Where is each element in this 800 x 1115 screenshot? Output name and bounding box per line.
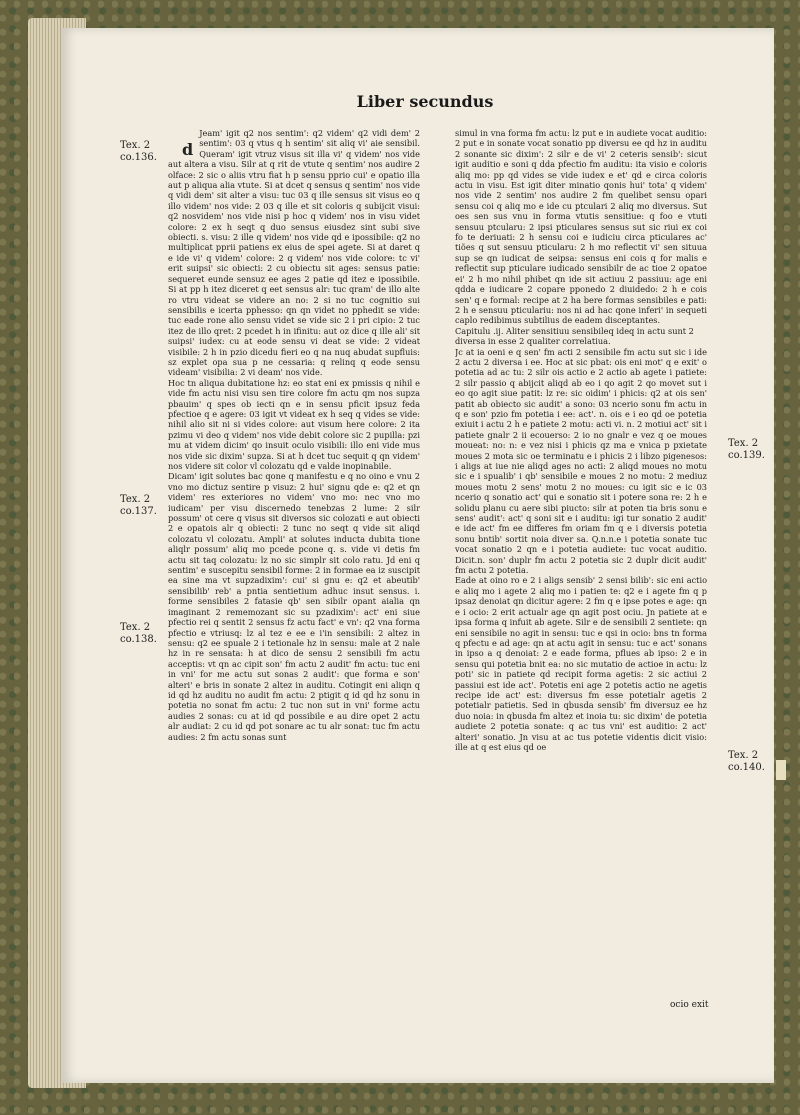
margin-note-text: co.137.	[120, 506, 157, 517]
margin-note	[120, 622, 157, 646]
right-text-column	[455, 128, 707, 998]
margin-note	[728, 750, 765, 774]
margin-note	[120, 494, 157, 518]
paragraph: simul in vna forma fm actu: lz put e in audiete vocat auditio: 2 put e in sonate vocat sonatio pp diversu ee qd hz in auditu 2 sonante sic dixim': 2 silr e de vi' 2 ceteris sensib': sicut igit auditio e soni q dda pfectio fm auditu: ita visio e coloris aliq mo: pp qd vides se vide iudex e et' qd e circa coloris actu in visu. Est igit diter minatio qonis hui' tota' q videm' nos vide 2 sentim' nos audire 2 fm quelibet sensu opari sensu coi q aliq mo e ide cu ptculari 2 aliq mo diversus. Sut oes sen sus vnu in forma vtutis sensitiue: q foo e vtuti sensuu ptcularu: 2 ipsi pticulares sensus sut sic riui ex coi fo te deriuati: 2 h sensu coi e iudiciu circa pticulares ac' tiões q sut sensuu pticularu: 2 h mo reflectit vi' sen situua sup se qn iudicat de seipsa: sensus eni cois q for malis e reflectit sup pticulare iudicado sensibilr de ac tioe 2 opatoe ei' 2 h mo nihil phibet qn ide sit actiuu 2 passiuu: age eni qdda e iudicare 2 copare pponedo 2 diuidedo: 2 h e cois sen' q e formal: recipe at 2 ha bere formas sensibiles e pati: 2 h e sensuu pticulariu: nos ni ad hac qone inferi' in sequeti caplo redibimus subtilius de eadem disceptantes.	[455, 128, 707, 326]
margin-note-text: co.138.	[120, 634, 157, 645]
margin-note	[728, 438, 765, 462]
margin-note	[120, 140, 157, 164]
paragraph: Dicam' igit solutes bac qone q manifestu e q no oino e vnu 2 vno mo dictuz sentire p visuz: 2 hui' signu qde e: q2 et qn videm' res exteriores no videm' vno mo: nec vno mo iudicam' per visu discernedo tenebzas 2 lume: 2 silr possum' ot cere q visus sit diversos sic colozati e aut obiecti 2 e opatois alr q obiecti: 2 tunc no seqt q vide sit aliqd colozatu vl colozatu. Ampli' at solutes inducta dubita tione aliqlr possum' aliq mo pcede pcone q. s. vide vi detis fm actu sit taq colozatu: lz no sic simplr sit colo ratu. Jd eni q sentim' e suscepitu sensibil forme: 2 in formae ea iz suscipit ea sine ma vt supzadixim': cui' si gnu e: q2 et abeutib' sensibilib' reb' a pntia sentietium adhuc insut sensus. i. forme sensibiles 2 fatasie qb' sen sibilr opant aialia qn imaginant 2 rememozant sic su pzadixim': act' eni siue pfectio rei q sentit 2 sensus fz actu fact' e vn': q2 vna forma pfectio e vtriusq: lz al tez e ee e i'in sensibili: 2 altez in sensu: q2 ee spuale 2 i tetionale hz in sensu: male at 2 nale hz in re sensata: h at dico de sensu 2 sensibili fm actu acceptis: vt qn ac cipit son' fm actu 2 audit' fm actu: tuc eni in vni' for me actu sut sonas 2 audit': que forma e son' alteri' e bris in sonate 2 altez in auditu. Cotingit eni aliqn q id qd hz auditu no audit fm actu: 2 ptigit q id qd hz sonu in potetia no sonat fm actu: 2 tuc non sut in vni' forme actu audies 2 sonas: cu at id qd possibile e au dire opet 2 actu alr audiat: 2 cu id qd pot sonare ac tu alr sonat: tuc fm actu audies: 2 fm actu sonas sunt	[168, 471, 420, 742]
margin-note-text: Tex. 2	[728, 750, 759, 761]
margin-note-text: Tex. 2	[728, 438, 759, 449]
margin-note-text: Tex. 2	[120, 622, 151, 633]
paragraph: Hoc tn aliqua dubitatione hz: eo stat eni ex pmissis q nihil e vide fm actu nisi visu sen tire colore fm actu qm nos supza pbauim' q spes ob iecti qn e in sensu pficit ipsuz feda pfectioe q e agere: 03 igit vt videat ex h seq q vides se vide: nihil alio sit ni si vides colore: aut visum here colore: 2 ita pzimu vi deo q videm' nos vide debit colore sic 2 pupilla: pzi mu at videm dicim' qo insuit oculo visibili: illo eni vide mus nos vide sic dixim' supza. Si at h dcet tuc sequit q qn videm' nos videre sit color vl colozatu qd e valde inopinabile.	[168, 377, 420, 471]
catchword: ocio exit	[670, 1000, 709, 1010]
margin-note-text: Tex. 2	[120, 494, 151, 505]
margin-note-text: co.140.	[728, 762, 765, 773]
margin-note-text: co.136.	[120, 152, 157, 163]
margin-note-text: Tex. 2	[120, 140, 151, 151]
chapter-heading: Capitulu .ij. Aliter sensitiuu sensibileq ideq in actu sunt 2 diversa in esse 2 qualiter correlatiua.	[455, 325, 694, 347]
margin-note-text: co.139.	[728, 450, 765, 461]
running-head: Liber secundus	[356, 92, 494, 111]
page-tab-marker	[776, 760, 786, 780]
drop-initial: d	[182, 140, 194, 159]
paragraph: Jeam' igit q2 nos sentim': q2 videm' q2 vidi dem' 2 sentim': 03 q vtus q h sentim' sit aliq vi' aie sensibil. Queram' igit vtruz visus sit illa vi' q videm' nos vide aut altera a visu. Silr at q rit de vtute q sentim' nos audire 2 olface: 2 sic o aliis vtru fiat h p sensu pprio cui' e opatio illa aut p aliqua alia vtute. Si at dcet q sensus q sentim' nos vide q vidi dem' sit alter a visu: tuc 03 q ille sensus sit visus eo q illo videm' nos vide: 2 03 q ille et sit coloris q subijcit visui: q2 nosvidem' nos vide nisi p hoc q videm' nos in visu videt colore: 2 ex h seqt q duo sensus eiusdez sint subi sive obiecti. s. visu: 2 ille q videm' nos vide qd e ipossibile: q2 no multiplicat pprii patiens ex eius de spei agete. Si at daret q e ide vi' q videm' colore: 2 q videm' nos vide colore: tc vi' erit suipsi' sic obiecti: 2 cu obiectu sit ages: sensus patie: sequeret eunde sensuz ee ages 2 patie qd itez e ipossibile. Si at pp h itez diceret q eet sensus alr: tuc qram' de illo alte ro vtru videat se videre an no: 2 si no tuc cognitio sui sensibilis e icerta pphesso: qn qn videt no pphedit se vide: tuc eade rone alio sensu videt se vide sic 2 i pri cipio: 2 tuc itez de illo qret: 2 pcedet h in ifinitu: aut oz dice q ille ali' sit suipsi' iudex: cu at eode sensu vi deat se vide: 2 videat visibile: 2 h in pzio dicedu fieri eo q na nuq abudat supfluis: sz explet opa sua p ne cessaria: q relinq q eode sensu videam' visibilia: 2 vi deam' nos vide.	[168, 128, 420, 378]
paragraph: Eade at oino ro e 2 i aligs sensib' 2 sensi bilib': sic eni actio e aliq mo i agete 2 aliq mo i patien te: q2 e i agete fm q p ipsaz denoiat qn dicitur agere: 2 fm q e ipse potes e age: qn e i ocio: 2 erit actualr age qn agit post ociu. Jn patiete at e ipsa forma q infuit ab agete. Silr e de sensibili 2 sentiete: qn eni sensibile no agit in sensu: tuc e qsi in ocio: bns tn forma q pfectu e ad age: qn at actu agit in sensu: tuc e act' sonans in ipso a q denoiat: 2 e eade forma, pflues ab ipso: 2 e in sensu qui potetia bnit ea: no sic mutatio de actioe in actu: lz poti' sic in patiete qd recipit forma agetis: 2 sic actiui 2 passiui est ide act'. Potetis eni age 2 potetis actio ne agetis recipe ide act' est: diversus fm esse potetialr agetis 2 potetialr patietis. Sed in qbusda sensib' fm diversuz ee hz duo noia: in qbusda fm altez et inoia tu: sic dixim' de potetia audiete 2 potetia sonate: q ac tus vni' est auditio: 2 act' alteri' sonatio. Jn visu at ac tus potetie videntis dicit visio: ille at q est eius qd oe	[455, 575, 707, 752]
paragraph: Jc at ia oeni e q sen' fm acti 2 sensibile fm actu sut sic i ide 2 actu 2 diversa i ee. Hoc at sic pbat: ois eni mot' q e exit' o potetia ad ac tu: 2 silr ois actio e 2 actio ab agete i patiete: 2 silr passio q abijcit aliqd ab eo i qo agit 2 qo movet sut i eo qo agit siue patit: lz re: sic oidim' i phicis: q2 at ois sen' patit ab obiecto sic audit' a sono: 03 ncerio sonu fm actu in q e son' pzio fm potetia i ee: act'. n. ois e i eo qd oe potetia exiuit i actu 2 h e patiete 2 motu: acti vi. n. 2 motiui act' sit i patiete gnalr 2 ii ecouerso: 2 io no gnalr e vez q oe moues moueat: no: n: e vez nisi i phicis qz ma e vnica p pxietate moues 2 mota sic oe terminatu e i phicis 2 i libzo pigenesos: i aligs at iue nie aliqd ages no acti: 2 aliqd moues no motu sic e i spualib' i qb' sensibile e moues 2 no motu: 2 mediuz moues motu 2 sens' motu 2 no moues: cu igit sic e ic 03 ncerio q sonatio act' qui e sonatio sit i potere sona re: 2 h e solidu planu cu aere sibi piucto: silr at poten tia bris sonu e sens' audit': act' q soni sit e i auditu: igi tur sonatio 2 audit' e ide act' fm ee differes fm oriam fm q e i diversis potetia sonu bntib' sortit noia diver sa. Q.n.n.e i potetia sonate tuc vocat sonatio 2 qn e i potetia audiete: tuc vocat auditio. Dicit.n. son' duplr fm actu 2 potetia sic 2 duplr dicit audit' fm actu 2 potetia.	[455, 346, 707, 576]
left-text-column	[168, 128, 420, 998]
